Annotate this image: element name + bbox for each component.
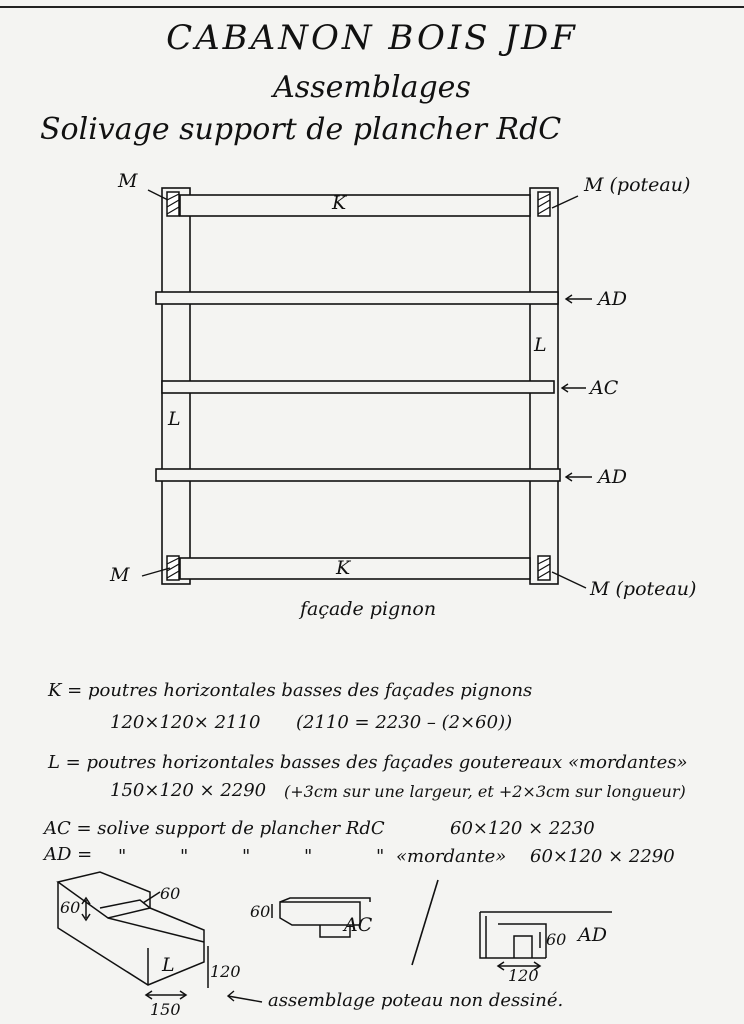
section-heading: Solivage support de plancher RdC — [40, 112, 562, 147]
detail1-notch-width: 60 — [160, 884, 181, 903]
legend-ad-dims: 60×120 × 2290 — [530, 846, 675, 867]
detail3-notch: 60 — [546, 930, 567, 949]
label-joist-ad-upper: AD — [598, 288, 627, 310]
detail-footnote: assemblage poteau non dessiné. — [268, 990, 564, 1011]
legend-k-calc: (2110 = 2230 – (2×60)) — [296, 712, 513, 733]
legend-k: K = poutres horizontales basses des façades pignons — [48, 680, 533, 701]
detail3-width: 120 — [508, 966, 539, 985]
leader-m-tl — [148, 190, 168, 200]
drawing-title: CABANON BOIS JDF — [166, 18, 578, 58]
end-beam-top — [180, 195, 530, 216]
leader-m-bl — [142, 568, 170, 576]
label-l-right: L — [534, 334, 547, 356]
leader-m-tr — [552, 196, 578, 208]
legend-ad-mordante: «mordante» — [396, 846, 507, 867]
detail1-width: 150 — [150, 1000, 181, 1019]
detail2-notch: 60 — [250, 902, 271, 921]
detail2-label: AC — [344, 914, 373, 936]
detail-sketch-l-beam — [58, 872, 208, 999]
legend-ad: AD = — [44, 844, 93, 865]
label-m-bottom-left: M — [110, 564, 130, 586]
label-m-top-left: M — [118, 170, 138, 192]
leader-m-br — [552, 572, 586, 588]
legend-ad-quote: " — [376, 846, 385, 867]
legend-ac-dims: 60×120 × 2230 — [450, 818, 595, 839]
legend-k-dims: 120×120× 2110 — [110, 712, 261, 733]
detail1-notch-height: 60 — [60, 898, 81, 917]
legend-ac: AC = solive support de plancher RdC — [44, 818, 385, 839]
joist-ac — [162, 381, 554, 393]
legend-l: L = poutres horizontales basses des façades goutereaux «mordantes» — [48, 752, 688, 773]
label-m-bottom-right: M (poteau) — [590, 578, 697, 600]
end-beam-bottom — [180, 558, 530, 579]
legend-l-note: (+3cm sur une largeur, et +2×3cm sur longueur) — [284, 782, 686, 801]
drawing-subtitle: Assemblages — [273, 70, 471, 105]
label-m-top-right: M (poteau) — [584, 174, 691, 196]
legend-l-dims: 150×120 × 2290 — [110, 780, 267, 801]
joist-ad-upper — [156, 292, 558, 304]
detail1-label: L — [162, 954, 175, 976]
plan-caption: façade pignon — [300, 598, 437, 620]
separator-stroke — [412, 880, 438, 965]
label-joist-ac: AC — [590, 377, 619, 399]
detail3-label: AD — [578, 924, 607, 946]
joist-ad-lower — [156, 469, 560, 481]
label-k-top: K — [332, 192, 347, 214]
legend-ad-ditto: " " " " — [118, 846, 313, 867]
label-joist-ad-lower: AD — [598, 466, 627, 488]
detail1-height: 120 — [210, 962, 241, 981]
label-k-bottom: K — [336, 557, 351, 579]
label-l-left: L — [168, 408, 181, 430]
